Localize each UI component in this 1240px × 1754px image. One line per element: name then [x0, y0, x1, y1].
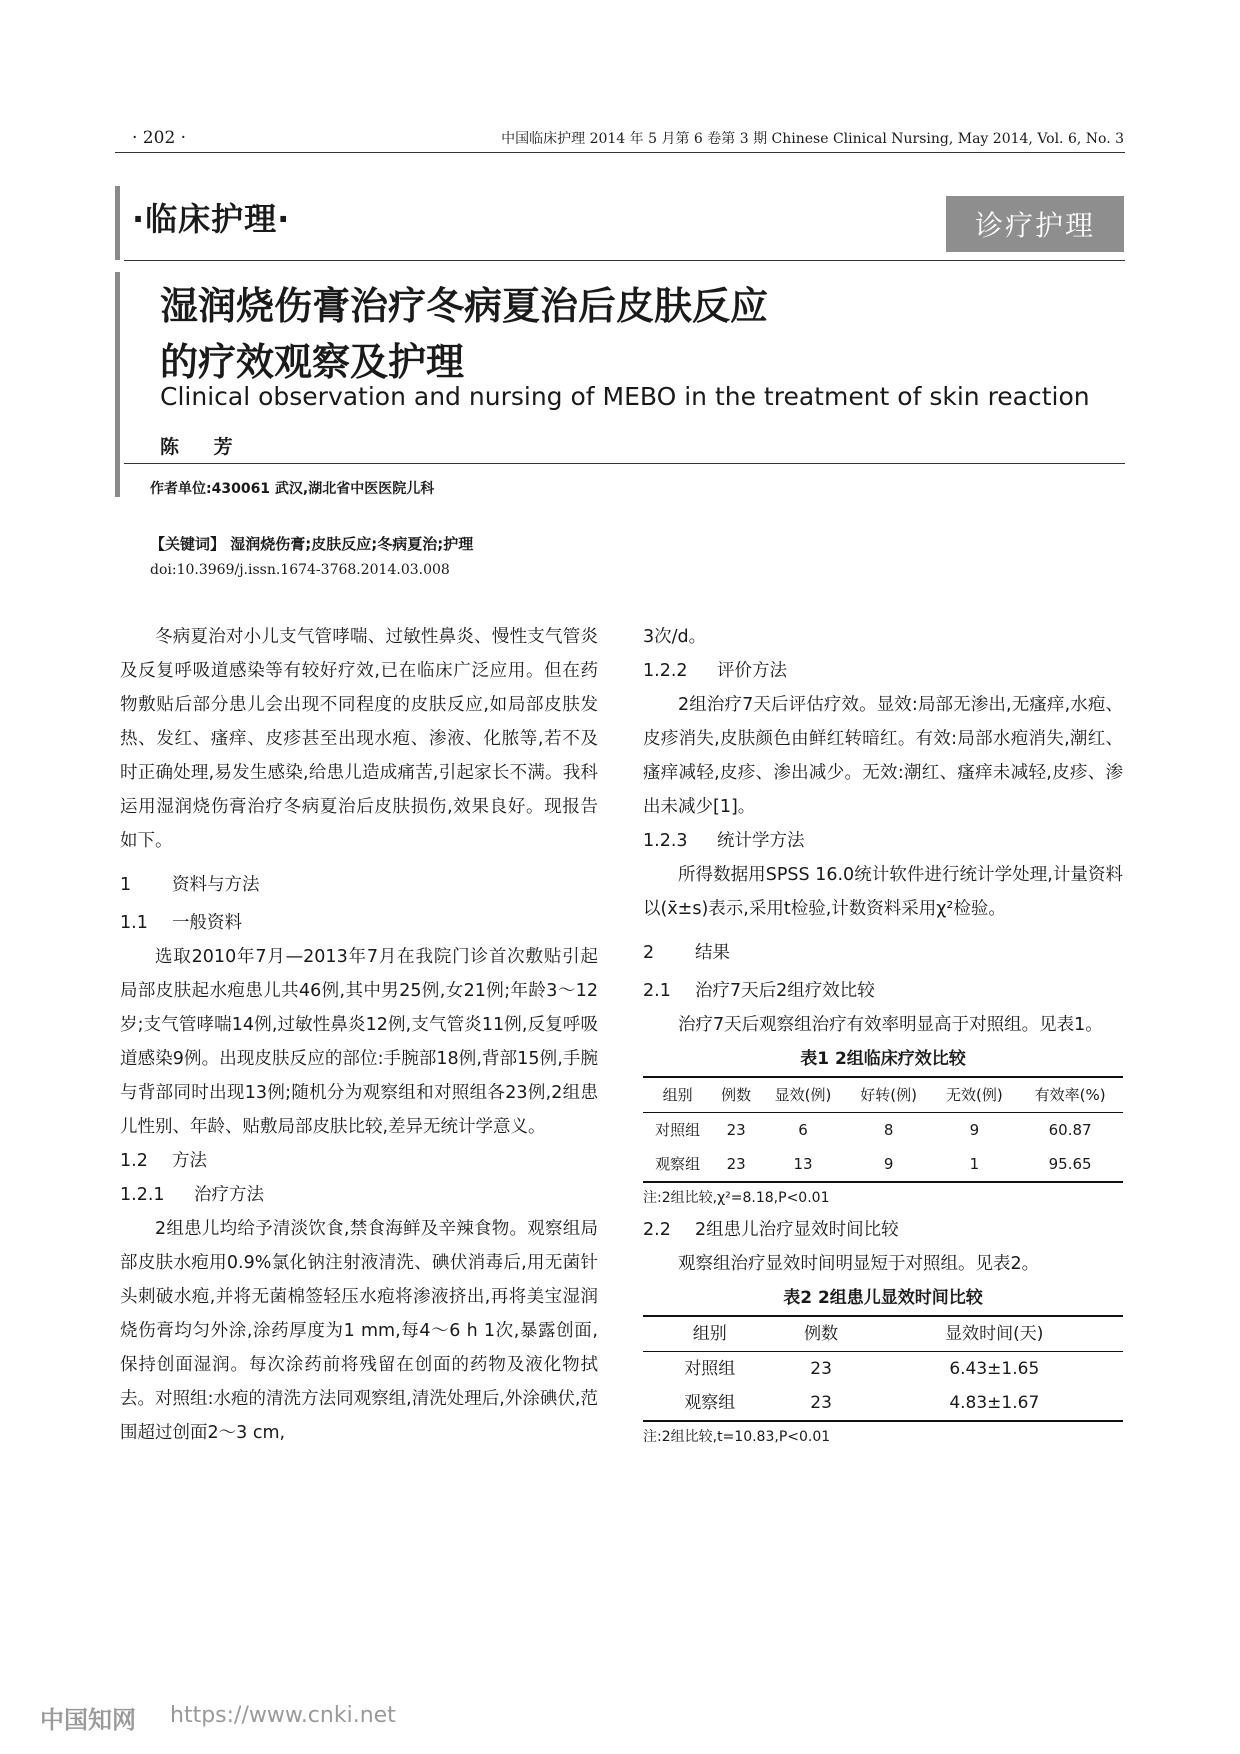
table-cell: 60.87 — [1048, 1121, 1092, 1139]
heading-number: 2.1 — [643, 981, 671, 1001]
heading-results — [643, 936, 1123, 970]
table-row — [643, 1386, 1123, 1421]
table-cell: 23 — [726, 1155, 746, 1173]
table-header-cell: 例数 — [721, 1086, 752, 1104]
table1-caption: 表1 2组临床疗效比较 — [800, 1049, 966, 1069]
table-cell: 1 — [969, 1155, 980, 1173]
table-header-cell: 有效率(%) — [1034, 1086, 1106, 1104]
heading-text: 统计学方法 — [717, 831, 805, 851]
table-header-cell: 无效(例) — [945, 1086, 1003, 1104]
heading-time-compare — [643, 1213, 1123, 1247]
heading-number: 1.2.1 — [120, 1185, 165, 1205]
table-header-row — [643, 1316, 1123, 1352]
table-cell: 8 — [883, 1121, 894, 1139]
heading-number: 2.2 — [643, 1220, 671, 1240]
table-cell: 对照组 — [655, 1121, 701, 1139]
table-cell: 6 — [798, 1121, 808, 1139]
heading-text: 资料与方法 — [172, 875, 260, 895]
table-header-cell: 例数 — [804, 1324, 839, 1344]
heading-text: 方法 — [172, 1151, 207, 1171]
page-number: · 202 · — [132, 128, 187, 148]
heading-number: 1.2 — [120, 1151, 148, 1171]
keywords: 【关键词】 湿润烧伤膏;皮肤反应;冬病夏治;护理 — [150, 535, 474, 553]
heading-evaluation — [643, 654, 1123, 688]
table-cell: 9 — [883, 1155, 894, 1173]
title-line-2: 的疗效观察及护理 — [160, 340, 465, 384]
table-cell: 6.43±1.65 — [949, 1359, 1040, 1379]
evaluation-paragraph: 2组治疗7天后评估疗效。显效:局部无渗出,无瘙痒,水疱、皮疹消失,皮肤颜色由鲜红转暗红。有效:局部水疱消失,潮红、瘙痒减轻,皮疹、渗出减少。无效:潮红、瘙痒未减轻,皮疹、渗出未减少[1]。 — [643, 695, 1123, 817]
table-cell: 9 — [969, 1121, 980, 1139]
table2 — [643, 1315, 1123, 1422]
heading-methods — [120, 868, 598, 902]
treatment-paragraph-cont: 3次/d。 — [643, 627, 707, 647]
heading-text: 结果 — [695, 943, 730, 963]
table-header-cell: 组别 — [692, 1324, 727, 1344]
table-cell: 观察组 — [684, 1393, 736, 1413]
section-tag: 诊疗护理 — [946, 196, 1124, 252]
table2-note: 注:2组比较,t=10.83,P<0.01 — [643, 1429, 831, 1445]
treatment-paragraph: 2组患儿均给予清淡饮食,禁食海鲜及辛辣食物。观察组局部皮肤水疱用0.9%氯化钠注射液清洗、碘伏消毒后,用无菌针头刺破水疱,并将无菌棉签轻压水疱将渗液挤出,再将美宝湿润烧伤膏均匀外涂,涂药厚度为1 mm,每4～6 h 1次,暴露创面,保持创面湿润。每次涂药前将残留在创面的药物及液化物拭去。对照组:水疱的清洗方法同观察组,清洗处理后,外涂碘伏,范围超过创面2～3 cm, — [120, 1219, 598, 1443]
table-cell: 23 — [810, 1359, 832, 1379]
heading-method — [120, 1144, 598, 1178]
journal-header: 中国临床护理 2014 年 5 月第 6 卷第 3 期 Chinese Clinical Nursing, May 2014, Vol. 6, No. 3 — [501, 131, 1124, 147]
article-title-cn — [160, 278, 768, 390]
general-data-paragraph: 选取2010年7月—2013年7月在我院门诊首次敷贴引起局部皮肤起水疱患儿共46例,其中男25例,女21例;年龄3～12岁;支气管哮喘14例,过敏性鼻炎12例,支气管炎11例,反复呼吸道感染9例。出现皮肤反应的部位:手腕部18例,背部15例,手腕与背部同时出现13例;随机分为观察组和对照组各23例,2组患儿性别、年龄、贴敷局部皮肤比较,差异无统计学意义。 — [120, 947, 598, 1137]
affiliation: 作者单位:430061 武汉,湖北省中医医院儿科 — [150, 481, 435, 497]
heading-number: 2 — [643, 943, 655, 963]
section-accent-bar — [115, 186, 120, 260]
heading-text: 治疗7天后2组疗效比较 — [695, 981, 875, 1001]
table-cell: 23 — [810, 1393, 832, 1413]
table-cell: 观察组 — [655, 1155, 701, 1173]
statistics-paragraph: 所得数据用SPSS 16.0统计软件进行统计学处理,计量资料以(x̄±s)表示,采用t检验,计数资料采用χ²检验。 — [643, 865, 1123, 919]
table-header-cell: 好转(例) — [860, 1086, 918, 1104]
efficacy-paragraph: 治疗7天后观察组治疗有效率明显高于对照组。见表1。 — [678, 1015, 1103, 1035]
table-row — [643, 1352, 1123, 1387]
doi: doi:10.3969/j.issn.1674-3768.2014.03.008 — [150, 562, 450, 578]
table1-note: 注:2组比较,χ²=8.18,P<0.01 — [643, 1190, 830, 1206]
section-label: ·临床护理· — [132, 200, 291, 238]
table-header-cell: 显效(例) — [774, 1086, 832, 1104]
section-divider — [124, 260, 1125, 261]
left-column — [120, 620, 598, 1450]
table1 — [643, 1076, 1123, 1183]
author-divider — [124, 463, 1125, 464]
author: 陈 芳 — [160, 436, 247, 458]
table-cell: 对照组 — [684, 1359, 736, 1379]
intro-paragraph: 冬病夏治对小儿支气管哮喘、过敏性鼻炎、慢性支气管炎及反复呼吸道感染等有较好疗效,已在临床广泛应用。但在药物敷贴后部分患儿会出现不同程度的皮肤反应,如局部皮肤发热、发红、瘙痒、皮疹甚至出现水疱、渗液、化脓等,若不及时正确处理,易发生感染,给患儿造成痛苦,引起家长不满。我科运用湿润烧伤膏治疗冬病夏治后皮肤损伤,效果良好。现报告如下。 — [120, 627, 598, 851]
table-row — [643, 1113, 1123, 1148]
heading-treatment — [120, 1178, 598, 1212]
header-divider — [115, 152, 1125, 153]
title-line-1: 湿润烧伤膏治疗冬病夏治后皮肤反应 — [160, 284, 769, 328]
table-header-cell: 组别 — [662, 1086, 693, 1104]
heading-statistics — [643, 824, 1123, 858]
table-cell: 13 — [793, 1155, 813, 1173]
heading-general-data — [120, 906, 598, 940]
title-accent-bar — [115, 272, 120, 497]
heading-number: 1 — [120, 875, 132, 895]
right-column — [643, 620, 1123, 1452]
table-header-cell: 显效时间(天) — [945, 1324, 1044, 1344]
article-title-en: Clinical observation and nursing of MEBO in the treatment of skin reaction — [160, 382, 1090, 411]
table-row — [643, 1147, 1123, 1182]
table-header-row — [643, 1077, 1123, 1113]
heading-text: 治疗方法 — [194, 1185, 264, 1205]
heading-text: 评价方法 — [717, 661, 787, 681]
table-cell: 4.83±1.67 — [949, 1393, 1040, 1413]
heading-number: 1.2.3 — [643, 831, 688, 851]
table2-caption: 表2 2组患儿显效时间比较 — [783, 1288, 983, 1308]
cnki-logo: 中国知网 — [40, 1706, 136, 1734]
heading-efficacy-compare — [643, 974, 1123, 1008]
table-cell: 95.65 — [1048, 1155, 1092, 1173]
table-cell: 23 — [726, 1121, 746, 1139]
heading-text: 2组患儿治疗显效时间比较 — [695, 1220, 899, 1240]
time-paragraph: 观察组治疗显效时间明显短于对照组。见表2。 — [678, 1254, 1040, 1274]
heading-number: 1.1 — [120, 913, 148, 933]
cnki-url[interactable]: https://www.cnki.net — [170, 1703, 396, 1728]
heading-text: 一般资料 — [172, 913, 242, 933]
heading-number: 1.2.2 — [643, 661, 688, 681]
